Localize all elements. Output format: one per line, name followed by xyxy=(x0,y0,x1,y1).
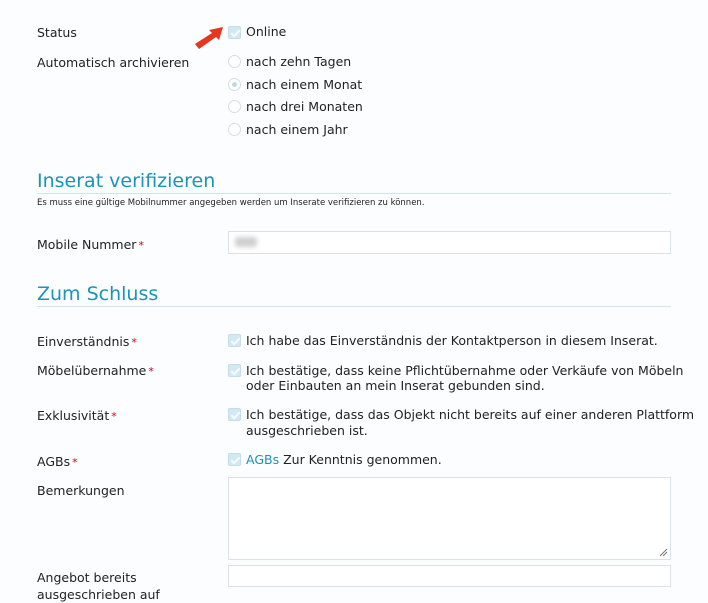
agb-label xyxy=(37,453,78,471)
exclusivity-text-line-1: Ich bestätige, dass das Objekt nicht bereits auf einer anderen Plattform xyxy=(246,407,695,422)
archive-option-label: nach zehn Tagen xyxy=(246,54,352,69)
resize-grip-icon[interactable] xyxy=(659,548,668,557)
verify-note: Es muss eine gültige Mobilnummer angegeben werden um Inserate verifizieren zu können. xyxy=(37,198,425,208)
required-mark: * xyxy=(111,410,117,423)
mobile-number-label-text: Mobile Nummer xyxy=(37,237,137,252)
furniture-text-line-2: oder Einbauten an mein Inserat gebunden sind. xyxy=(246,378,545,393)
required-mark: * xyxy=(138,239,144,252)
furniture-text-line-1: Ich bestätige, dass keine Pflichtübernahme oder Verkäufe von Möbeln xyxy=(246,363,684,378)
closing-section-title: Zum Schluss xyxy=(37,283,159,305)
archive-radio-one-year[interactable] xyxy=(228,123,241,136)
archive-label: Automatisch archivieren xyxy=(37,55,190,70)
consent-text: Ich habe das Einverständnis der Kontaktperson in diesem Inserat. xyxy=(246,333,658,348)
status-label: Status xyxy=(37,25,77,40)
furniture-label-text: Möbelübernahme xyxy=(37,363,147,378)
agb-checkbox[interactable] xyxy=(228,453,241,466)
consent-label-text: Einverständnis xyxy=(37,334,130,349)
verify-section-title: Inserat verifizieren xyxy=(37,170,216,192)
offer-platform-input[interactable] xyxy=(228,565,671,587)
required-mark: * xyxy=(131,336,137,349)
online-checkbox[interactable] xyxy=(228,26,241,39)
archive-radio-one-month[interactable] xyxy=(228,78,241,91)
archive-option-label: nach einem Monat xyxy=(246,77,363,92)
offer-label-line-1: Angebot bereits xyxy=(37,570,137,585)
remarks-label: Bemerkungen xyxy=(37,483,125,498)
remarks-textarea[interactable] xyxy=(228,477,671,560)
consent-checkbox[interactable] xyxy=(228,334,241,347)
exclusivity-text-line-2: ausgeschrieben ist. xyxy=(246,423,368,438)
required-mark: * xyxy=(148,365,154,378)
agb-link[interactable]: AGBs xyxy=(246,452,280,467)
online-checkbox-label: Online xyxy=(246,24,287,39)
agb-text xyxy=(246,451,442,468)
archive-option-label: nach einem Jahr xyxy=(246,122,348,137)
furniture-label xyxy=(37,362,154,380)
archive-radio-three-months[interactable] xyxy=(228,100,241,113)
agb-text-rest: Zur Kenntnis genommen. xyxy=(279,452,442,467)
archive-radio-ten-days[interactable] xyxy=(228,55,241,68)
exclusivity-label-text: Exklusivität xyxy=(37,408,110,423)
mobile-number-label xyxy=(37,236,144,254)
mobile-number-input[interactable] xyxy=(228,231,671,254)
consent-label xyxy=(37,333,137,351)
exclusivity-label xyxy=(37,407,117,425)
required-mark: * xyxy=(72,456,78,469)
exclusivity-checkbox[interactable] xyxy=(228,408,241,421)
section-divider xyxy=(37,306,671,307)
section-divider xyxy=(37,193,671,194)
offer-label-line-2: ausgeschrieben auf xyxy=(37,587,160,602)
agb-label-text: AGBs xyxy=(37,454,71,469)
blurred-number xyxy=(235,237,257,247)
red-arrow-icon xyxy=(193,25,225,51)
furniture-checkbox[interactable] xyxy=(228,364,241,377)
archive-option-label: nach drei Monaten xyxy=(246,99,363,114)
